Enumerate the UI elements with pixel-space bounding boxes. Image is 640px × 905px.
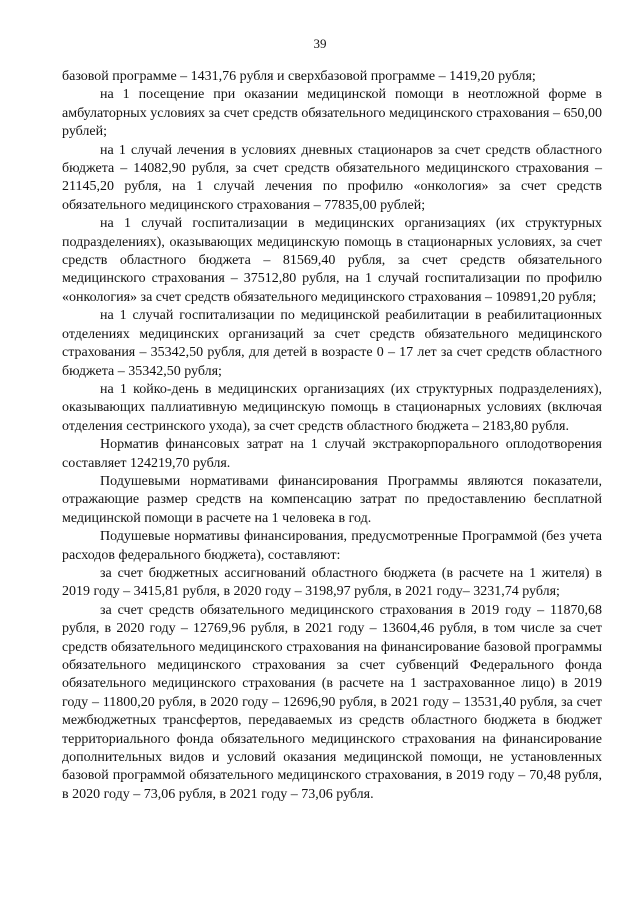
- document-body: [62, 68, 602, 804]
- paragraph: на 1 случай лечения в условиях дневных стационаров за счет средств областного бюджета – 14082,90 рубля, за счет средств обязательного медицинского страхования – 21145,20 рубля, на 1 случай лечения по профилю «онкология» за счет средств обязательного медицинского страхования – 77835,00 рублей;: [62, 142, 602, 213]
- paragraph: Норматив финансовых затрат на 1 случай экстракорпорального оплодотворения составляет 124219,70 рубля.: [62, 437, 602, 471]
- paragraph: на 1 случай госпитализации по медицинской реабилитации в реабилитационных отделениях медицинских организаций за счет средств обязательного медицинского страхования – 35342,50 рубля, для детей в возрасте 0 – 17 лет за счет средств областного бюджета – 35342,50 рубля;: [62, 308, 602, 379]
- paragraph: базовой программе – 1431,76 рубля и сверхбазовой программе – 1419,20 рубля;: [62, 69, 536, 84]
- paragraph: на 1 посещение при оказании медицинской помощи в неотложной форме в амбулаторных условиях за счет средств обязательного медицинского страхования – 650,00 рублей;: [62, 87, 602, 140]
- page-number: 39: [313, 36, 327, 51]
- paragraph: Подушевые нормативы финансирования, предусмотренные Программой (без учета расходов федерального бюджета), составляют:: [62, 529, 602, 563]
- paragraph: на 1 случай госпитализации в медицинских организациях (их структурных подразделениях), оказывающих медицинскую помощь в стационарных условиях, за счет средств областного бюджета – 81569,40 рубля, за счет средств обязательного медицинского страхования – 37512,80 рубля, на 1 случай госпитализации по профилю «онкология» за счет средств обязательного медицинского страхования – 109891,20 рубля;: [62, 216, 602, 305]
- paragraph: за счет бюджетных ассигнований областного бюджета (в расчете на 1 жителя) в 2019 году – 3415,81 рубля, в 2020 году – 3198,97 рубля, в 2021 году– 3231,74 рубля;: [62, 565, 602, 600]
- paragraph: на 1 койко-день в медицинских организациях (их структурных подразделениях), оказывающих паллиативную медицинскую помощь в стационарных условиях (включая отделения сестринского ухода), за счет средств областного бюджета – 2183,80 рубля.: [62, 381, 602, 434]
- paragraph: за счет средств обязательного медицинского страхования в 2019 году – 11870,68 рубля, в 2020 году – 12769,96 рубля, в 2021 году – 13604,46 рубля, в том числе за счет средств обязательного медицинского страхования на финансирование базовой программы обязательного медицинского страхования за счет субвенций Федерального фонда обязательного медицинского страхования (в расчете на 1 застрахованное лицо) в 2019 году – 11800,20 рубля, в 2020 году – 12696,90 рубля, в 2021 году – 13531,40 рубля, за счет межбюджетных трансфертов, передаваемых из средств областного бюджета в бюджет территориального фонда обязательного медицинского страхования на финансирование дополнительных видов и условий оказания медицинской помощи, не установленных базовой программой обязательного медицинского страхования, в 2019 году – 70,48 рубля, в 2020 году – 73,06 рубля, в 2021 году – 73,06 рубля.: [62, 602, 602, 802]
- paragraph: Подушевыми нормативами финансирования Программы являются показатели, отражающие размер средств на компенсацию затрат по предоставлению бесплатной медицинской помощи в расчете на 1 человека в год.: [62, 473, 602, 526]
